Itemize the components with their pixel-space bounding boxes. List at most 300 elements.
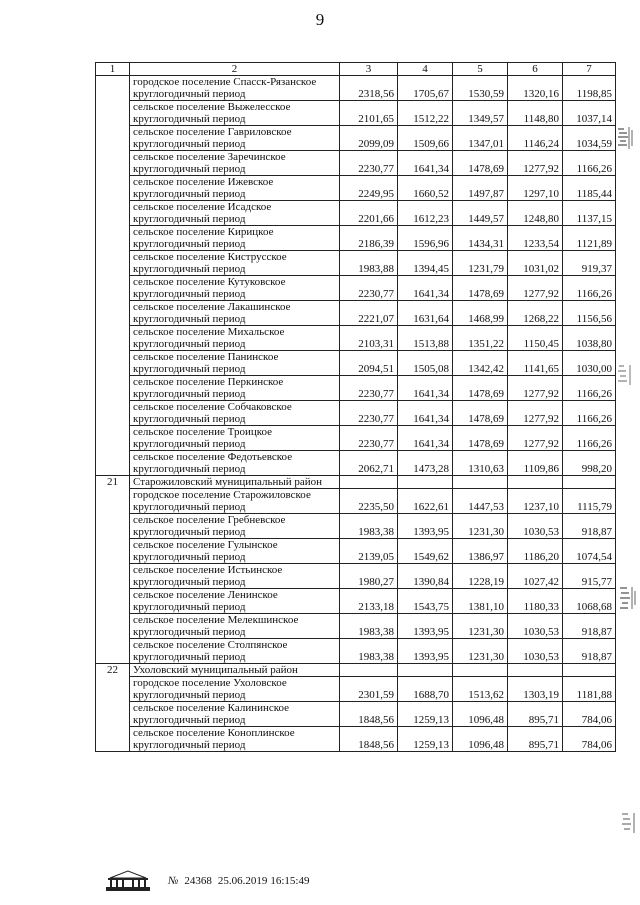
row-index	[96, 651, 130, 664]
value-col-4	[398, 301, 453, 314]
value-col-4	[398, 677, 453, 690]
value-col-6	[508, 201, 563, 214]
value-col-6	[508, 539, 563, 552]
value-col-4	[398, 614, 453, 627]
value-col-7: 1166,26	[563, 163, 616, 176]
value-col-3	[340, 201, 398, 214]
table-row-settlement	[96, 176, 616, 189]
value-col-6	[508, 351, 563, 364]
settlement-name: сельское поселение Федотьевское	[130, 451, 340, 464]
value-col-7	[563, 201, 616, 214]
value-col-7: 1030,00	[563, 363, 616, 376]
value-col-6: 1277,92	[508, 413, 563, 426]
value-col-4	[398, 426, 453, 439]
value-col-5	[453, 76, 508, 89]
value-col-6: 1030,53	[508, 626, 563, 639]
value-col-6: 1146,24	[508, 138, 563, 151]
value-col-5: 1478,69	[453, 438, 508, 451]
value-col-7	[563, 401, 616, 414]
settlement-name: сельское поселение Мелекшинское	[130, 614, 340, 627]
table-row-settlement	[96, 301, 616, 314]
table-row-values	[96, 238, 616, 251]
value-col-4	[398, 351, 453, 364]
table-row-settlement	[96, 326, 616, 339]
page-number: 9	[315, 10, 325, 29]
header-cell: 3	[340, 63, 398, 76]
value-col-5	[453, 351, 508, 364]
value-col-4	[398, 101, 453, 114]
value-col-4	[398, 514, 453, 527]
row-index	[96, 88, 130, 101]
value-col-7	[563, 276, 616, 289]
settlement-name: сельское поселение Столпянское	[130, 639, 340, 652]
value-col-5	[453, 101, 508, 114]
value-col-6	[508, 702, 563, 715]
value-col-7	[563, 176, 616, 189]
value-col-6: 1233,54	[508, 238, 563, 251]
table-row-values	[96, 438, 616, 451]
value-col-4: 1509,66	[398, 138, 453, 151]
value-col-4: 1596,96	[398, 238, 453, 251]
value-col-7	[563, 101, 616, 114]
value-col-3	[340, 727, 398, 740]
value-col-3	[340, 589, 398, 602]
value-col-4	[398, 376, 453, 389]
value-col-6	[508, 451, 563, 464]
value-col-5	[453, 677, 508, 690]
row-index	[96, 489, 130, 502]
row-index	[96, 702, 130, 715]
value-col-3	[340, 151, 398, 164]
value-col-7: 1198,85	[563, 88, 616, 101]
value-col-6	[508, 151, 563, 164]
value-col-7	[563, 476, 616, 489]
settlement-name: сельское поселение Кирицкое	[130, 226, 340, 239]
row-index	[96, 351, 130, 364]
value-col-3	[340, 639, 398, 652]
table-row-values	[96, 338, 616, 351]
value-col-4	[398, 126, 453, 139]
value-col-3: 1983,38	[340, 651, 398, 664]
value-col-3: 2230,77	[340, 438, 398, 451]
value-col-3	[340, 76, 398, 89]
table-row-settlement	[96, 589, 616, 602]
value-col-5: 1434,31	[453, 238, 508, 251]
value-col-3	[340, 326, 398, 339]
value-col-6: 1141,65	[508, 363, 563, 376]
value-col-5	[453, 476, 508, 489]
value-col-6	[508, 564, 563, 577]
value-col-4	[398, 727, 453, 740]
table-row-district	[96, 476, 616, 489]
settlement-name: сельское поселение Заречинское	[130, 151, 340, 164]
value-col-4: 1660,52	[398, 188, 453, 201]
value-col-6: 1277,92	[508, 388, 563, 401]
value-col-4: 1622,61	[398, 501, 453, 514]
value-col-3	[340, 677, 398, 690]
value-col-7: 1068,68	[563, 601, 616, 614]
table-row-values	[96, 651, 616, 664]
value-col-3	[340, 351, 398, 364]
value-col-4	[398, 664, 453, 677]
value-col-5	[453, 727, 508, 740]
value-col-3	[340, 126, 398, 139]
value-col-3	[340, 564, 398, 577]
table-row-settlement	[96, 564, 616, 577]
value-col-3: 1848,56	[340, 739, 398, 752]
value-col-3: 2139,05	[340, 551, 398, 564]
value-col-4: 1512,22	[398, 113, 453, 126]
value-col-5	[453, 326, 508, 339]
period-label: круглогодичный период	[130, 138, 340, 151]
row-index	[96, 739, 130, 752]
settlement-name: сельское поселение Гребневское	[130, 514, 340, 527]
value-col-5: 1513,62	[453, 689, 508, 702]
value-col-7: 784,06	[563, 739, 616, 752]
header-cell: 4	[398, 63, 453, 76]
value-col-3: 2094,51	[340, 363, 398, 376]
row-index	[96, 614, 130, 627]
value-col-5	[453, 201, 508, 214]
value-col-7: 1121,89	[563, 238, 616, 251]
row-index	[96, 388, 130, 401]
value-col-7: 1115,79	[563, 501, 616, 514]
table-row-settlement	[96, 226, 616, 239]
table-row-settlement	[96, 514, 616, 527]
value-col-5	[453, 376, 508, 389]
period-label: круглогодичный период	[130, 313, 340, 326]
margin-stamp-icon	[618, 585, 638, 611]
value-col-3	[340, 489, 398, 502]
table-row-settlement	[96, 677, 616, 690]
table-row-settlement	[96, 101, 616, 114]
value-col-7	[563, 639, 616, 652]
header-cell: 6	[508, 63, 563, 76]
value-col-5: 1231,30	[453, 626, 508, 639]
value-col-6	[508, 489, 563, 502]
value-col-7: 919,37	[563, 263, 616, 276]
period-label: круглогодичный период	[130, 238, 340, 251]
value-col-3: 2230,77	[340, 288, 398, 301]
value-col-7: 1156,56	[563, 313, 616, 326]
value-col-5	[453, 539, 508, 552]
settlement-name: сельское поселение Гавриловское	[130, 126, 340, 139]
row-index	[96, 376, 130, 389]
value-col-3: 2235,50	[340, 501, 398, 514]
table-row-values	[96, 138, 616, 151]
value-col-4: 1641,34	[398, 438, 453, 451]
period-label: круглогодичный период	[130, 163, 340, 176]
row-index	[96, 413, 130, 426]
period-label: круглогодичный период	[130, 363, 340, 376]
settlement-name: сельское поселение Ленинское	[130, 589, 340, 602]
value-col-3: 1848,56	[340, 714, 398, 727]
value-col-7: 998,20	[563, 463, 616, 476]
value-col-6	[508, 326, 563, 339]
value-col-4: 1513,88	[398, 338, 453, 351]
period-label: круглогодичный период	[130, 551, 340, 564]
value-col-7: 1074,54	[563, 551, 616, 564]
row-index	[96, 76, 130, 89]
value-col-4	[398, 176, 453, 189]
value-col-3: 2221,07	[340, 313, 398, 326]
value-col-3	[340, 476, 398, 489]
row-index	[96, 151, 130, 164]
value-col-4: 1394,45	[398, 263, 453, 276]
period-label: круглогодичный период	[130, 739, 340, 752]
table-row-values	[96, 576, 616, 589]
value-col-5	[453, 451, 508, 464]
value-col-3	[340, 301, 398, 314]
value-col-5	[453, 151, 508, 164]
value-col-5: 1347,01	[453, 138, 508, 151]
value-col-3: 2101,65	[340, 113, 398, 126]
value-col-4	[398, 639, 453, 652]
value-col-5	[453, 176, 508, 189]
value-col-6: 1031,02	[508, 263, 563, 276]
value-col-5: 1381,10	[453, 601, 508, 614]
value-col-4	[398, 76, 453, 89]
table-row-values	[96, 413, 616, 426]
row-index	[96, 188, 130, 201]
value-col-7	[563, 326, 616, 339]
value-col-5: 1386,97	[453, 551, 508, 564]
value-col-7	[563, 664, 616, 677]
value-col-7: 1038,80	[563, 338, 616, 351]
value-col-3	[340, 276, 398, 289]
settlement-name: сельское поселение Панинское	[130, 351, 340, 364]
doc-number: 24368	[184, 875, 212, 887]
value-col-3: 2230,77	[340, 163, 398, 176]
value-col-4: 1641,34	[398, 288, 453, 301]
value-col-7	[563, 151, 616, 164]
value-col-7: 918,87	[563, 651, 616, 664]
settlement-name: городское поселение Спасск-Рязанское	[130, 76, 340, 89]
row-index	[96, 514, 130, 527]
period-label: круглогодичный период	[130, 388, 340, 401]
value-col-7: 1166,26	[563, 438, 616, 451]
value-col-5: 1468,99	[453, 313, 508, 326]
table-row-settlement	[96, 489, 616, 502]
value-col-3: 2249,95	[340, 188, 398, 201]
value-col-7	[563, 702, 616, 715]
row-index	[96, 301, 130, 314]
value-col-5: 1228,19	[453, 576, 508, 589]
row-index	[96, 338, 130, 351]
row-index	[96, 226, 130, 239]
value-col-6	[508, 176, 563, 189]
settlement-name: Старожиловский муниципальный район	[130, 476, 340, 489]
value-col-7	[563, 539, 616, 552]
value-col-3	[340, 426, 398, 439]
value-col-7	[563, 564, 616, 577]
value-col-4: 1549,62	[398, 551, 453, 564]
value-col-7: 1034,59	[563, 138, 616, 151]
row-index	[96, 463, 130, 476]
value-col-4	[398, 226, 453, 239]
row-index	[96, 326, 130, 339]
table-row-values	[96, 714, 616, 727]
value-col-6: 1277,92	[508, 288, 563, 301]
value-col-6	[508, 276, 563, 289]
value-col-5: 1478,69	[453, 288, 508, 301]
value-col-4: 1390,84	[398, 576, 453, 589]
settlement-name: городское поселение Старожиловское	[130, 489, 340, 502]
table-row-settlement	[96, 702, 616, 715]
value-col-4	[398, 151, 453, 164]
settlement-name: сельское поселение Кутуковское	[130, 276, 340, 289]
value-col-5: 1478,69	[453, 388, 508, 401]
table-row-values	[96, 88, 616, 101]
row-index	[96, 564, 130, 577]
period-label: круглогодичный период	[130, 263, 340, 276]
settlement-name: сельское поселение Коноплинское	[130, 727, 340, 740]
value-col-7: 1181,88	[563, 689, 616, 702]
row-index	[96, 288, 130, 301]
value-col-3: 2062,71	[340, 463, 398, 476]
value-col-4: 1631,64	[398, 313, 453, 326]
row-index	[96, 539, 130, 552]
row-index	[96, 438, 130, 451]
row-index	[96, 626, 130, 639]
value-col-6	[508, 614, 563, 627]
value-col-4: 1641,34	[398, 388, 453, 401]
settlement-name: сельское поселение Собчаковское	[130, 401, 340, 414]
value-col-5	[453, 489, 508, 502]
value-col-4	[398, 489, 453, 502]
row-index	[96, 101, 130, 114]
value-col-7: 918,87	[563, 526, 616, 539]
value-col-6	[508, 589, 563, 602]
table-row-values	[96, 363, 616, 376]
value-col-3: 2099,09	[340, 138, 398, 151]
period-label: круглогодичный период	[130, 601, 340, 614]
settlement-name: сельское поселение Исадское	[130, 201, 340, 214]
period-label: круглогодичный период	[130, 413, 340, 426]
value-col-3	[340, 226, 398, 239]
value-col-4: 1393,95	[398, 651, 453, 664]
value-col-6	[508, 76, 563, 89]
table-row-settlement	[96, 151, 616, 164]
value-col-3: 2230,77	[340, 413, 398, 426]
header-cell: 5	[453, 63, 508, 76]
value-col-5: 1351,22	[453, 338, 508, 351]
table-row-values	[96, 551, 616, 564]
value-col-4	[398, 201, 453, 214]
value-col-6: 895,71	[508, 714, 563, 727]
row-index	[96, 263, 130, 276]
header-row	[96, 63, 616, 76]
value-col-3	[340, 451, 398, 464]
header-cell: 7	[563, 63, 616, 76]
settlement-name: сельское поселение Выжелесское	[130, 101, 340, 114]
doc-date: 25.06.2019	[217, 875, 268, 887]
table-row-values	[96, 388, 616, 401]
value-col-3	[340, 101, 398, 114]
value-col-7: 1185,44	[563, 188, 616, 201]
value-col-7: 784,06	[563, 714, 616, 727]
value-col-5: 1530,59	[453, 88, 508, 101]
value-col-3	[340, 702, 398, 715]
row-index	[96, 176, 130, 189]
value-col-7	[563, 126, 616, 139]
value-col-4: 1688,70	[398, 689, 453, 702]
row-index	[96, 451, 130, 464]
table-row-values	[96, 113, 616, 126]
table-row-values	[96, 213, 616, 226]
row-index	[96, 363, 130, 376]
value-col-6	[508, 301, 563, 314]
value-col-4: 1705,67	[398, 88, 453, 101]
value-col-3: 2230,77	[340, 388, 398, 401]
value-col-6	[508, 226, 563, 239]
margin-stamp-icon	[616, 362, 636, 388]
value-col-6: 1277,92	[508, 438, 563, 451]
doc-time: 16:15:49	[270, 875, 310, 887]
value-col-3	[340, 514, 398, 527]
value-col-5: 1478,69	[453, 413, 508, 426]
value-col-5: 1096,48	[453, 739, 508, 752]
margin-stamp-icon	[620, 810, 640, 836]
period-label: круглогодичный период	[130, 463, 340, 476]
value-col-5: 1447,53	[453, 501, 508, 514]
value-col-6	[508, 727, 563, 740]
settlement-name: сельское поселение Гулынское	[130, 539, 340, 552]
row-index: 21	[96, 476, 130, 489]
value-col-3: 2201,66	[340, 213, 398, 226]
value-col-4	[398, 326, 453, 339]
value-col-5	[453, 664, 508, 677]
value-col-7	[563, 226, 616, 239]
settlement-name: сельское поселение Калининское	[130, 702, 340, 715]
settlement-name: сельское поселение Лакашинское	[130, 301, 340, 314]
value-col-4	[398, 251, 453, 264]
settlement-name: сельское поселение Истьинское	[130, 564, 340, 577]
value-col-4: 1612,23	[398, 213, 453, 226]
period-label: круглогодичный период	[130, 626, 340, 639]
table-row-settlement	[96, 351, 616, 364]
value-col-3: 2186,39	[340, 238, 398, 251]
value-col-4	[398, 401, 453, 414]
value-col-6: 895,71	[508, 739, 563, 752]
value-col-7: 1037,14	[563, 113, 616, 126]
value-col-3	[340, 251, 398, 264]
value-col-7	[563, 614, 616, 627]
value-col-6: 1320,16	[508, 88, 563, 101]
table-row-settlement	[96, 451, 616, 464]
row-index	[96, 677, 130, 690]
tariff-table	[95, 62, 616, 752]
value-col-7: 1137,15	[563, 213, 616, 226]
value-col-5	[453, 401, 508, 414]
value-col-6	[508, 476, 563, 489]
table-row-settlement	[96, 426, 616, 439]
period-label: круглогодичный период	[130, 526, 340, 539]
period-label: круглогодичный период	[130, 689, 340, 702]
table-row-settlement	[96, 276, 616, 289]
row-index	[96, 526, 130, 539]
period-label: круглогодичный период	[130, 651, 340, 664]
value-col-5: 1231,30	[453, 651, 508, 664]
table-row-settlement	[96, 201, 616, 214]
row-index	[96, 601, 130, 614]
value-col-7	[563, 426, 616, 439]
settlement-name: сельское поселение Киструсское	[130, 251, 340, 264]
period-label: круглогодичный период	[130, 288, 340, 301]
period-label: круглогодичный период	[130, 88, 340, 101]
value-col-5: 1231,79	[453, 263, 508, 276]
table-row-values	[96, 163, 616, 176]
